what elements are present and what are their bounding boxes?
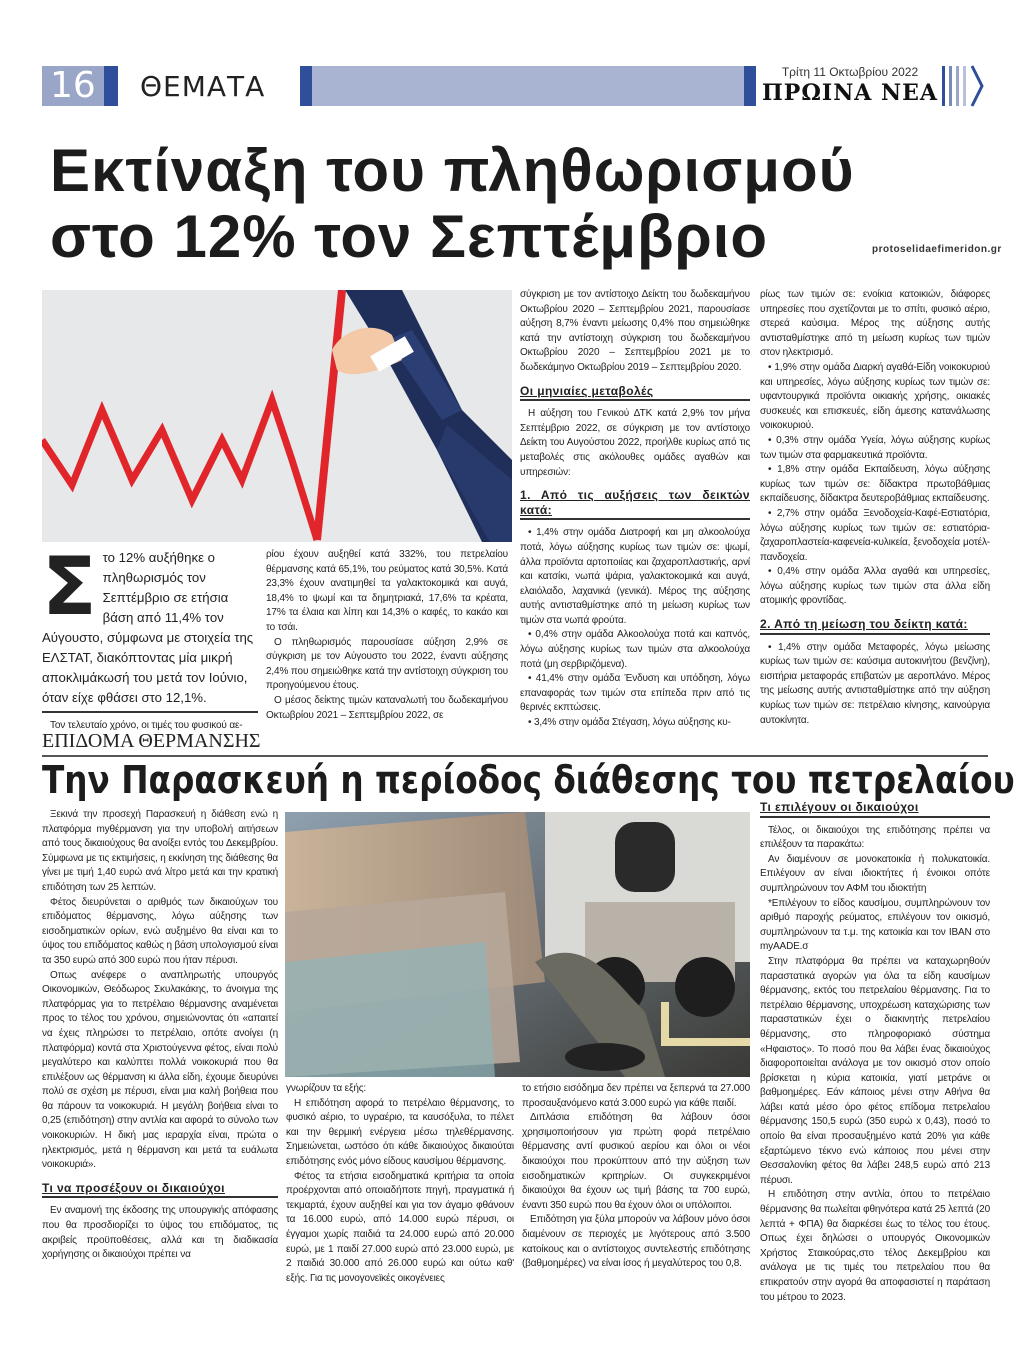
- subheading: 1. Από τις αυξήσεις των δεικτών κατά:: [520, 488, 750, 520]
- paragraph: σύγκριση με τον αντίστοιχο Δείκτη του δωδεκαμήνου Οκτωβρίου 2020 – Σεπτεμβρίου 2021, παρουσίασε αύξηση 8,7% έναντι μείωσης 0,4% που σημειώθηκε κατά την αντίστοιχη σύγκριση του δωδεκαμήνου Οκτωβρίου 2020 – Σεπτεμβρίου 2021 με το δωδεκάμηνο Οκτωβρίου 2019 – Σεπτεμβρίου 2020.: [520, 289, 750, 373]
- article1-column-1: [42, 548, 258, 734]
- paragraph: Εν αναμονή της έκδοσης της υπουργικής απόφασης που θα προσδιορίζει το ύψος του επιδόματος, τις ακριβείς προϋποθέσεις, αλλά και τη διαδικασία χορήγησης οι δικαιούχοι πρέπει να: [42, 1205, 278, 1261]
- paragraph: Τέλος, οι δικαιούχοι της επιδότησης πρέπει να επιλέξουν τα παρακάτω:: [760, 824, 990, 851]
- newspaper-logo: ΠΡΩΙΝΑ ΝΕΑ: [762, 80, 938, 106]
- headline-line-2: στο 12% τον Σεπτέμβριο: [50, 203, 769, 270]
- article1-column-3: [520, 288, 750, 731]
- fuel-and-euros-photo: [285, 812, 750, 1077]
- article2-column-3: [522, 1082, 750, 1272]
- paragraph: • 0,3% στην ομάδα Υγεία, λόγω αύξησης κυρίως των τιμών στα φαρμακευτικά προϊόντα.: [760, 434, 990, 461]
- paragraph: • 2,7% στην ομάδα Ξενοδοχεία-Καφέ-Εστιατόρια, λόγω αύξησης κυρίως των τιμών σε: εστιατόρια-ζαχαροπλαστεία-καφενεία-κυλικεία, ξενοδοχεία μοτέλ-πανδοχεία.: [760, 507, 990, 563]
- subheading: Τι επιλέγουν οι δικαιούχοι: [760, 800, 990, 818]
- article2-column-2: [286, 1082, 514, 1286]
- paragraph: Φέτος τα ετήσια εισοδηματικά κριτήρια τα οποία προέρχονται από οποιαδήποτε πηγή, πραγματικά ή τεκμαρτά, έχουν αυξηθεί και για τον άγαμο φθάνουν τα 16.000 ευρώ, από 14.000 ευρώ πέρυσι, οι έγγαμοι χωρίς παιδιά τα 24.000 ευρώ από 20.000 ευρώ, με 1 παιδί 27.000 ευρώ από 23.000 ευρώ, με 2 παιδιά 30.000 από 26.000 ευρώ και ούτω καθ' εξής. Για τις μονογονεϊκές οικογένειες: [286, 1170, 514, 1284]
- paragraph: το ετήσιο εισόδημα δεν πρέπει να ξεπερνά τα 27.000 προσαυξανόμενο κατά 3.000 ευρώ για κάθε παιδί.: [522, 1083, 750, 1109]
- paragraph: Αν διαμένουν σε μονοκατοικία ή πολυκατοικία. Επιλέγουν αν είναι ιδιοκτήτες ή ένοικοι οπότε συμπληρώνουν τον ΑΦΜ του ιδιοκτήτη: [760, 853, 990, 894]
- paragraph: Η επιδότηση στην αντλία, όπου το πετρέλαιο θέρμανσης θα πωλείται φθηνότερα κατά 25 λεπτά (20 λεπτά + ΦΠΑ) θα διαρκέσει έως το τέλος του έτους. Οπως έχει δηλώσει ο υπουργός Οικονομικών Χρήστος Σταικούρας,στο τέλος Δεκεμβρίου και ανάλογα με τις τιμές του πετρελαίου που θα επικρατούν στην αγορά θα αποφασιστεί η παράταση του μέτρου το 2023.: [760, 1189, 990, 1303]
- headline-line-1: Εκτίναξη του πληθωρισμού: [50, 137, 855, 204]
- paragraph: • 41,4% στην ομάδα Ένδυση και υπόδηση, λόγω επαναφοράς των τιμών στα επίπεδα πριν από τις θερινές εκπτώσεις.: [520, 673, 750, 714]
- article-kicker: ΕΠΙΔΟΜΑ ΘΕΡΜΑΝΣΗΣ: [42, 730, 988, 757]
- paragraph: Στην πλατφόρμα θα πρέπει να καταχωρηθούν παραστατικά αγορών για όλα τα είδη καυσίμων θέρμανσης, εκτός του πετρελαίου θέρμανσης. Για το πετρέλαιο θέρμανσης, υποχρέωση καταχώρισης των παραστατικών έχει ο διακινητής πετρελαίου θέρμανσης, στο πληροφοριακό σύστημα «Ηφαιστος». Το ποσό που θα λάβει ένας δικαιούχος διαφοροποιείται ανάλογα με τον οικισμό στον οποίο βρίσκεται η κύρια κατοικία, γιατί μετράνε οι βαθμοημέρες. Εάν κάποιος μένει στην Αθήνα θα λάβει κατά μέσο όρο φέτος επίδομα πετρελαίου θέρμανσης 150,5 ευρώ (350 ευρώ x 0,43), ποσό το οποίο θα είναι προσαυξημένο κατά 20% για κάθε εξαρτώμενο τέκνο ενώ κάποιος που μένει στην Θεσσαλονίκη φέτος θα λάβει 248,5 ευρώ από 213 πέρυσι.: [760, 955, 990, 1186]
- page-number-accent: [104, 66, 118, 106]
- paragraph: Η επιδότηση αφορά το πετρέλαιο θέρμανσης, το φυσικό αέριο, το υγραέριο, τα καυσόξυλα, το πέλετ και την θερμική ενέργεια μέσω τηλεθέρμανσης. Σημειώνεται, ωστόσο ότι κάθε δικαιούχος δικαιούται επιδότησης ενός μόνο είδους καυσίμου θέρμανσης.: [286, 1097, 514, 1167]
- paragraph: • 1,9% στην ομάδα Διαρκή αγαθά-Είδη νοικοκυριού και υπηρεσίες, λόγω αύξησης κυρίως των τιμών σε: υφαντουργικά προϊόντα οικιακής χρήσης, οικιακές συσκευές και επισκευές, είδη άμεσης κατανάλωσης νοικοκυριού.: [760, 361, 990, 432]
- drop-cap: Σ: [42, 548, 97, 633]
- article1-column-2: [266, 548, 508, 723]
- article1-column-4: [760, 288, 990, 728]
- paragraph: • 3,4% στην ομάδα Στέγαση, λόγω αύξησης κυ-: [528, 717, 731, 729]
- lead-text: το 12% αυξήθηκε ο πληθωρισμός τον Σεπτέμβριο σε ετήσια βάση από 11,4% τον Αύγουστο, σύμφωνα με στοιχεία της ΕΛΣΤΑΤ, διακόπτοντας μία μικρή αποκλιμάκωσή του μετά τον Ιούνιο, όταν είχε φθάσει στο 12,1%.: [42, 550, 254, 705]
- subheading: Τι να προσέξουν οι δικαιούχοι: [42, 1181, 278, 1199]
- paragraph: • 1,4% στην ομάδα Διατροφή και μη αλκοολούχα ποτά, λόγω αύξησης κυρίως των τιμών σε: ψωμί, άλλα προϊόντα αρτοποιίας και ζαχαροπλαστικής, αρνί και κατσίκι, νωπά ψάρια, γαλακτοκομικά και αυγά, ελαιόλαδο, λαχανικά (γενικά). Μέρος της αύξησης αυτής αντισταθμίστηκε από τη μείωση κυρίως των τιμών στα νωπά φρούτα.: [520, 527, 750, 626]
- lead-paragraph: [42, 548, 258, 713]
- article2-column-4: [760, 800, 990, 1305]
- paragraph: γνωρίζουν τα εξής:: [286, 1083, 367, 1094]
- paragraph: • 1,8% στην ομάδα Εκπαίδευση, λόγω αύξησης κυρίως των τιμών σε: δίδακτρα πρωτοβάθμιας εκπαίδευσης, δίδακτρα δευτεροβάθμιας εκπαίδευσης.: [760, 464, 990, 505]
- paragraph: Η αύξηση του Γενικού ΔΤΚ κατά 2,9% τον μήνα Σεπτέμβριο 2022, σε σύγκριση με τον αντίστοιχο Δείκτη του Αυγούστου 2022, προήλθε κυρίως από τις μεταβολές στις ακόλουθες ομάδες αγαθών και υπηρεσιών:: [520, 408, 750, 478]
- paragraph: • 0,4% στην ομάδα Αλκοολούχα ποτά και καπνός, λόγω αύξησης κυρίως των τιμών στα αλκοολούχα ποτά (μη σερβιριζόμενα).: [520, 629, 750, 670]
- paragraph: Ξεκινά την προσεχή Παρασκευή η διάθεση ενώ η πλατφόρμα myθέρμανση για την υποβολή αιτήσεων από τους δικαιούχους θα ανοίξει εντός του Δεκεμβρίου. Σύμφωνα με τις εκτιμήσεις, η εκκίνηση της διάθεσης θα γίνει με τιμή 1,40 ευρώ ανά λίτρο μετά και την κρατική επιδότηση των 25 λεπτών.: [42, 809, 278, 893]
- issue-date: Τρίτη 11 Οκτωβρίου 2022: [781, 65, 919, 79]
- header-bar: [300, 66, 756, 106]
- paragraph: Οπως ανέφερε ο αναπληρωτής υπουργός Οικονομικών, Θεόδωρος Σκυλακάκης, το άνοιγμα της πλατφόρμας για το πετρέλαιο θέρμανσης αναμένεται προς το τέλος του χρόνου, σημειώνοντας ότι «απαιτεί να έχεις πληρώσει το πετρέλαιο, οπότε ανοίγει (η πλατφόρμα) κοντά στα Χριστούγεννα φέτος, είναι πολύ μεγαλύτερο και καλύπτει πολλά νοικοκυριά που θα επιλέξουν ως θέρμανση κι άλλα είδη, έχουμε διευρύνει πολύ σε σχέση με πέρυσι, είναι μια καλή βοήθεια που θα πάρουν τα νοικοκυριά. Η μεγάλη βοήθεια είναι το 0,25 (επιδότηση) στην αντλία και αφορά το σύνολο των νοικοκυριών. Η δική μας ιεραρχία είναι, πρώτα ο ηλεκτρισμός, μετά η θέρμανση και μετά τα ευάλωτα νοικοκυριά».: [42, 969, 278, 1171]
- article-headline: [50, 138, 855, 270]
- article2-column-1: [42, 808, 278, 1263]
- source-watermark: protoselidaefimeridon.gr: [872, 244, 1002, 255]
- paragraph: ρίου έχουν αυξηθεί κατά 332%, του πετρελαίου θέρμανσης κατά 65,1%, του ρεύματος κατά 30,5%. Κατά 23,3% έχουν ανατιμηθεί τα γαλακτοκομικά και αυγά, 18,4% το ψωμί και τα δημητριακά, 17,6% τα κρέατα, 17% τα έλαια και λίπη και 14,3% ο καφές, το κακάο και το τσάι.: [266, 549, 508, 633]
- page-number: 16: [42, 66, 104, 106]
- paragraph: Διπλάσια επιδότηση θα λάβουν όσοι χρησιμοποιήσουν για πρώτη φορά πετρέλαιο θέρμανσης αντί φυσικού αερίου και όλοι οι νέοι δικαιούχοι που προκύπτουν από την αύξηση των εισοδηματικών κριτηρίων. Οι συγκεκριμένοι δικαιούχοι θα έχουν ως τιμή βάσης τα 700 ευρώ, έναντι 350 ευρώ που θα έχουν όλοι οι υπόλοιποι.: [522, 1112, 750, 1211]
- subheading: 2. Από τη μείωση του δείκτη κατά:: [760, 617, 990, 635]
- paragraph: Ο μέσος δείκτης τιμών καταναλωτή του δωδεκαμήνου Οκτωβρίου 2021 – Σεπτεμβρίου 2022, σε: [266, 694, 508, 721]
- stripes-logo-icon: [942, 64, 986, 108]
- paragraph: ρίως των τιμών σε: ενοίκια κατοικιών, διάφορες υπηρεσίες που σχετίζονται με το σπίτι, φυσικό αέριο, στερεά καύσιμα. Μέρος της αύξησης αυτής αντισταθμίστηκε από τη μείωση κυρίως των τιμών στον ηλεκτρισμό.: [760, 289, 990, 359]
- paragraph: • 0,4% στην ομάδα Άλλα αγαθά και υπηρεσίες, λόγω αύξησης κυρίως των τιμών στα άλλα είδη ατομικής φροντίδας.: [760, 566, 990, 607]
- paragraph: Ο πληθωρισμός παρουσίασε αύξηση 2,9% σε σύγκριση με τον Αύγουστο του 2022, έναντι αύξησης 2,4% που σημειώθηκε κατά την αντίστοιχη σύγκριση του προηγούμενου έτους.: [266, 636, 508, 692]
- subheading: Οι μηνιαίες μεταβολές: [520, 384, 750, 402]
- paragraph: Επιδότηση για ξύλα μπορούν να λάβουν μόνο όσοι διαμένουν σε περιοχές με λιγότερους από 3.500 κατοίκους και ο αντίστοιχος συντελεστής επιδότησης (βαθμοημέρες) να είναι ίσος ή μεγαλύτερος του 0,8.: [522, 1214, 750, 1270]
- inflation-illustration: [42, 290, 512, 542]
- article2-headline: Την Παρασκευή η περίοδος διάθεσης του πετρελαίου: [42, 758, 1015, 802]
- section-name: ΘΕΜΑΤΑ: [140, 70, 266, 103]
- paragraph: • 1,4% στην ομάδα Μεταφορές, λόγω μείωσης κυρίως των τιμών σε: καύσιμα αυτοκινήτου (βενζίνη), εισιτήρια μεταφοράς επιβατών με αεροπλάνο. Μέρος της μείωσης αυτής αντισταθμίστηκε από την αύξηση κυρίως των τιμών σε: πετρέλαιο κίνησης, καινούργια αυτοκίνητα.: [760, 641, 990, 726]
- paragraph: *Επιλέγουν το είδος καυσίμου, συμπληρώνουν τον αριθμό παροχής ρεύματος, επιλέγουν τον οικισμό, συμπληρώνουν τα τ.μ. της κατοικία και τον IBAN στο myAADE.σ: [760, 897, 990, 953]
- paragraph: Τον τελευταίο χρόνο, οι τιμές του φυσικού αε-: [50, 720, 243, 731]
- paragraph: Φέτος διευρύνεται ο αριθμός των δικαιούχων του επιδόματος θέρμανσης, λόγω αύξησης των εισοδηματικών ορίων, ενώ αυξημένο θα είναι και το ύψος του επιδόματος καθώς η βάση υπολογισμού είναι τα 350 ευρώ από 300 ευρώ που ήταν πέρυσι.: [42, 896, 278, 966]
